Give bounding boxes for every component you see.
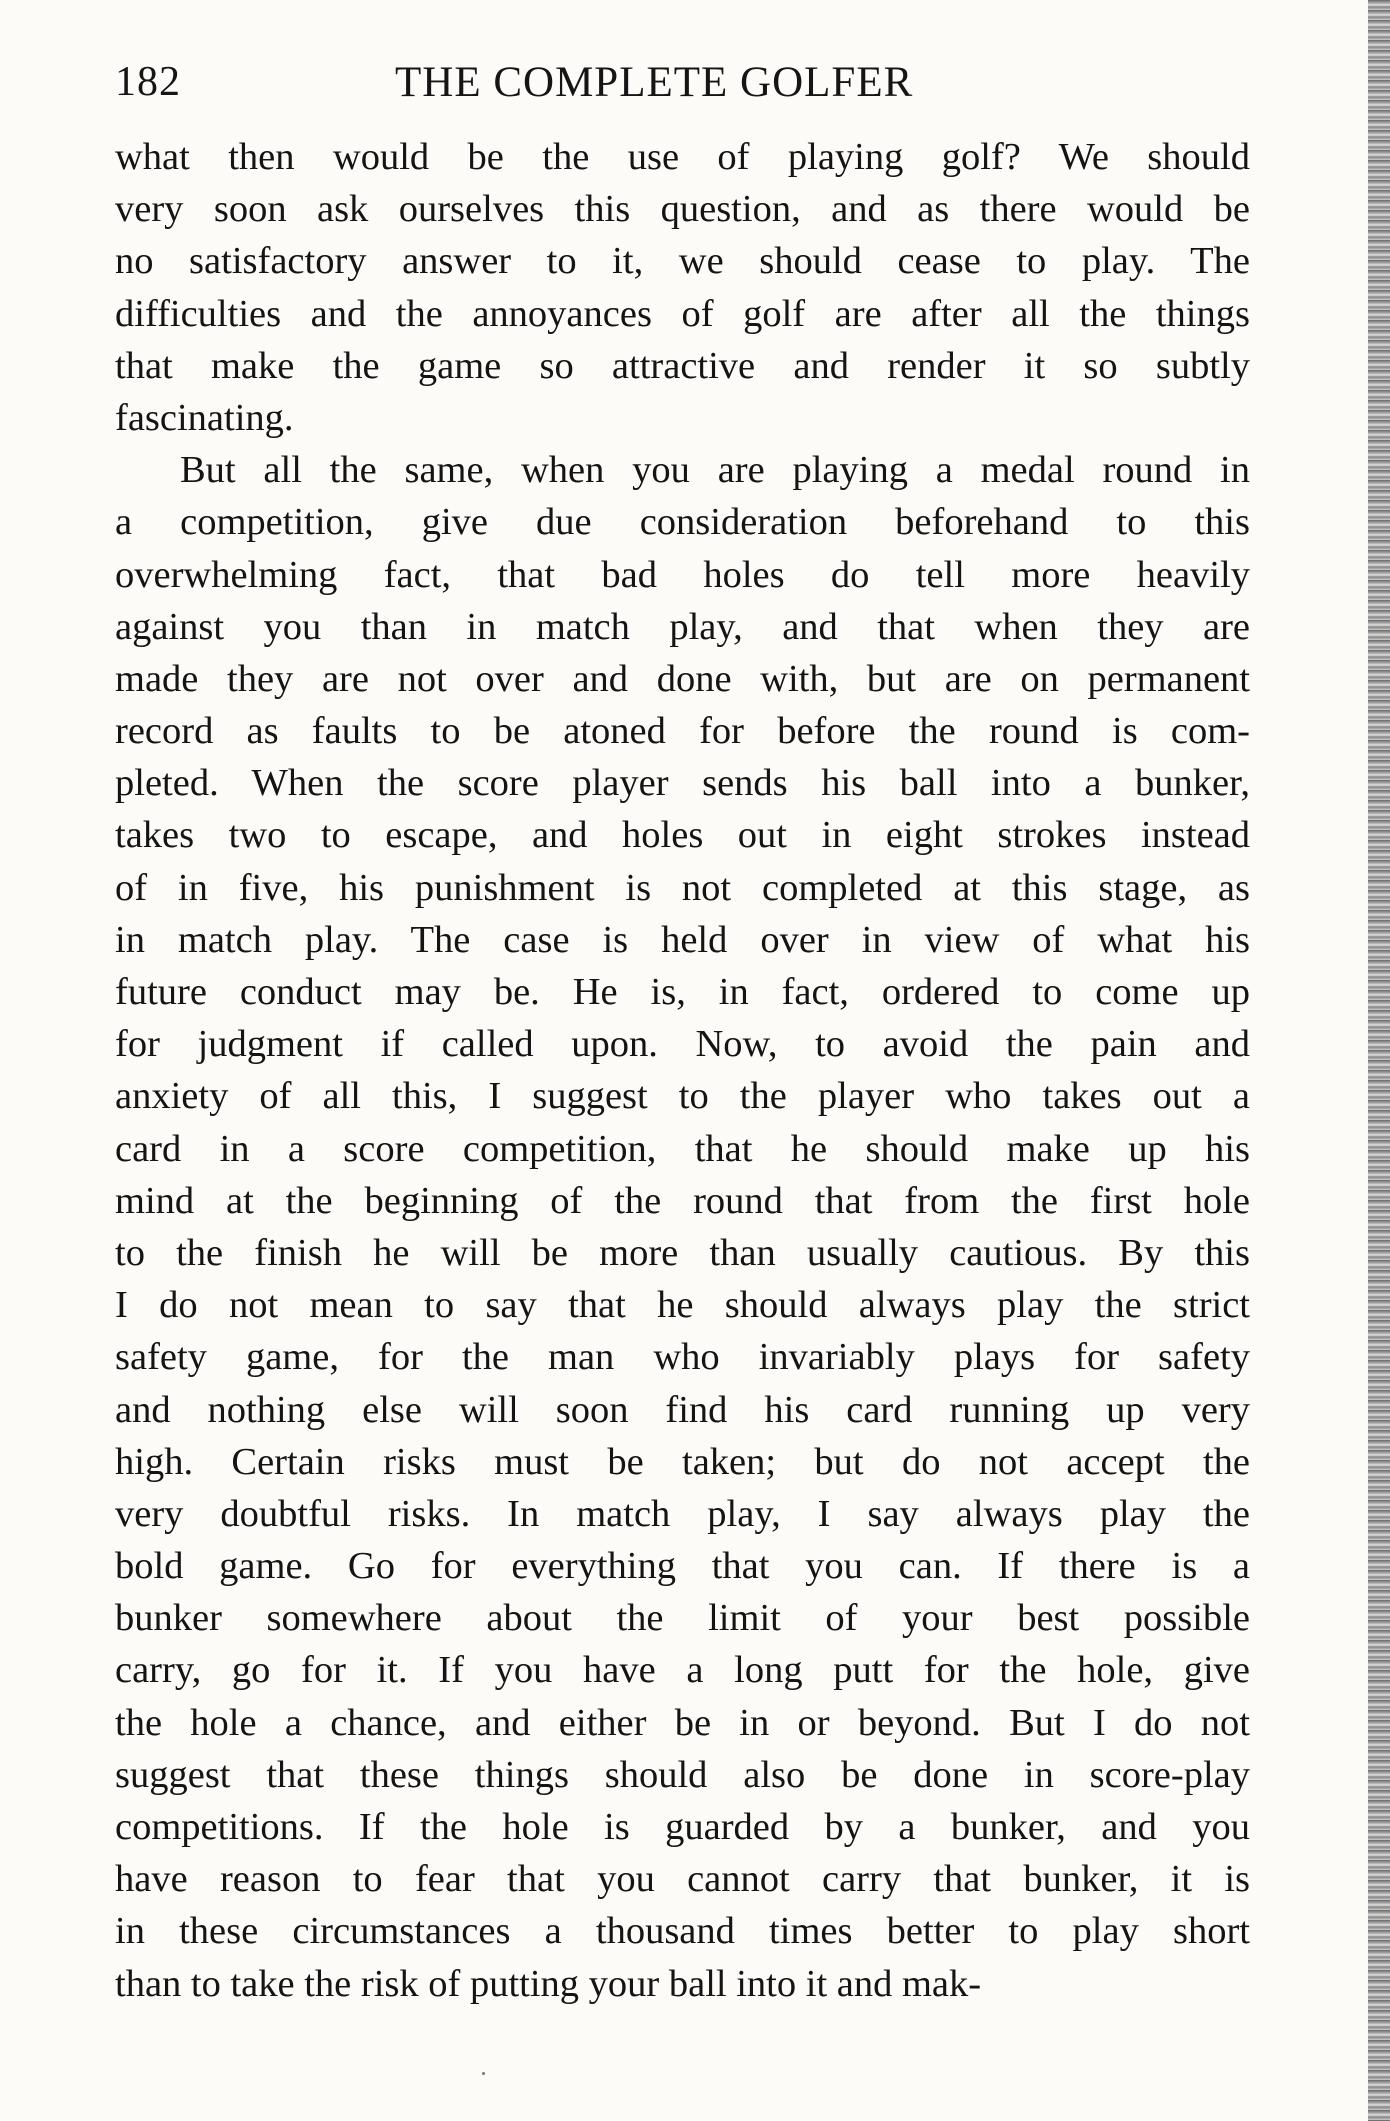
text-line: bunker somewhere about the limit of your best possible (115, 1597, 1250, 1640)
text-line: But all the same, when you are playing a medal round in (180, 449, 1250, 492)
text-line: I do not mean to say that he should always play the strict (115, 1284, 1250, 1327)
text-line: pleted. When the score player sends his ball into a bunker, (115, 762, 1250, 805)
paper-speck (482, 2072, 485, 2075)
text-line: bold game. Go for everything that you can. If there is a (115, 1545, 1250, 1588)
text-line: overwhelming fact, that bad holes do tell more heavily (115, 553, 1250, 596)
page-header (115, 52, 1250, 112)
text-line: future conduct may be. He is, in fact, ordered to come up (115, 971, 1250, 1013)
text-line: than to take the risk of putting your ball into it and mak- (115, 1962, 982, 2005)
text-line: carry, go for it. If you have a long putt for the hole, give (115, 1649, 1250, 1692)
text-line: anxiety of all this, I suggest to the player who takes out a (115, 1075, 1250, 1118)
text-line: safety game, for the man who invariably plays for safety (115, 1336, 1250, 1379)
text-line: the hole a chance, and either be in or beyond. But I do not (115, 1701, 1250, 1744)
scan-edge-shadow (1368, 0, 1390, 2121)
text-line: in these circumstances a thousand times better to play short (115, 1910, 1250, 1953)
text-line: competitions. If the hole is guarded by a bunker, and you (115, 1806, 1250, 1848)
text-line: to the finish he will be more than usually cautious. By this (115, 1231, 1250, 1274)
text-line: and nothing else will soon find his card running up very (115, 1388, 1250, 1431)
text-line: takes two to escape, and holes out in eight strokes instead (115, 814, 1250, 857)
text-line: against you than in match play, and that when they are (115, 605, 1250, 648)
text-line: made they are not over and done with, but are on permanent (115, 657, 1250, 700)
text-line: suggest that these things should also be done in score-play (115, 1753, 1250, 1796)
text-line: very doubtful risks. In match play, I say always play the (115, 1492, 1250, 1535)
text-line: very soon ask ourselves this question, and as there would be (115, 188, 1250, 231)
text-line: record as faults to be atoned for before the round is com- (115, 710, 1250, 753)
text-line: of in five, his punishment is not completed at this stage, as (115, 866, 1250, 909)
text-line: difficulties and the annoyances of golf are after all the things (115, 292, 1250, 335)
text-line: card in a score competition, that he should make up his (115, 1127, 1250, 1170)
body-text (115, 131, 1250, 2010)
text-line: what then would be the use of playing golf? We should (115, 136, 1250, 178)
text-line: fascinating. (115, 396, 294, 439)
text-line: mind at the beginning of the round that from the first hole (115, 1179, 1250, 1222)
text-line: a competition, give due consideration beforehand to this (115, 501, 1250, 544)
text-line: in match play. The case is held over in view of what his (115, 918, 1250, 961)
text-line: that make the game so attractive and render it so subtly (115, 344, 1250, 387)
page-number: 182 (115, 59, 181, 105)
text-line: have reason to fear that you cannot carry that bunker, it is (115, 1858, 1250, 1901)
running-title: THE COMPLETE GOLFER (395, 59, 914, 106)
text-line: for judgment if called upon. Now, to avoid the pain and (115, 1023, 1250, 1066)
text-line: high. Certain risks must be taken; but do not accept the (115, 1440, 1250, 1483)
text-line: no satisfactory answer to it, we should cease to play. The (115, 240, 1250, 283)
